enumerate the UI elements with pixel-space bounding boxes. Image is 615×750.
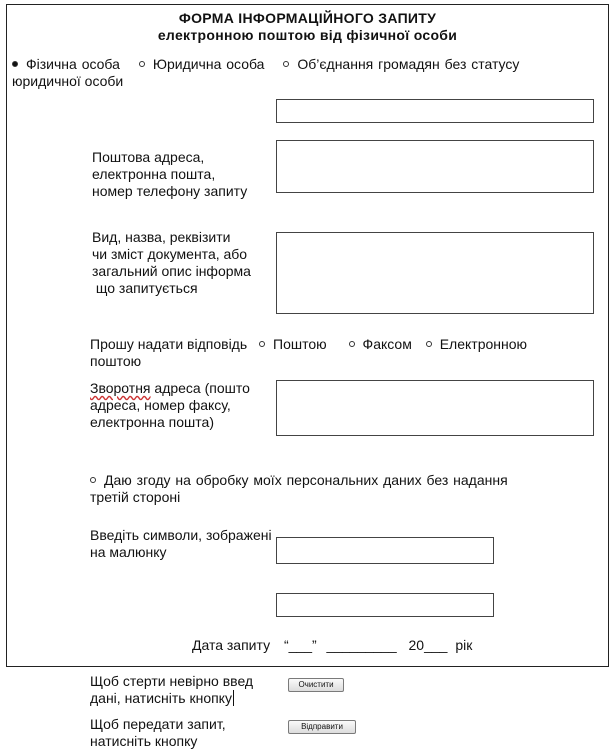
radio-individual[interactable]: Фізична особа	[12, 56, 120, 72]
requester-type-group	[12, 56, 604, 73]
radio-icon	[426, 341, 432, 347]
submit-instructions: Щоб передати запит, натисніть кнопку	[90, 716, 226, 749]
date-year[interactable]: 20___	[408, 637, 448, 653]
date-year-suffix: рік	[455, 637, 473, 653]
contact-label: Поштова адреса, електронна пошта, номер телефону запиту	[92, 149, 248, 199]
radio-icon	[349, 341, 355, 347]
radio-email[interactable]: Електронною	[426, 336, 527, 352]
clear-instructions: Щоб стерти невірно введ дані, натисніть кнопку	[90, 673, 254, 706]
captcha-image	[276, 537, 494, 564]
radio-icon	[139, 61, 145, 67]
return-address-textarea[interactable]	[276, 380, 594, 436]
return-address-label: Зворотня адреса (пошто адреса, номер факсу, електронна пошта)	[90, 380, 250, 430]
submit-button[interactable]: Відправити	[288, 720, 356, 734]
response-continuation: поштою	[90, 353, 142, 369]
radio-icon	[90, 477, 96, 483]
requester-type-continuation: юридичної особи	[12, 73, 124, 89]
form-title: ФОРМА ІНФОРМАЦІЙНОГО ЗАПИТУ	[178, 10, 437, 26]
form-subtitle: електронною поштою від фізичної особи	[157, 27, 458, 43]
document-textarea[interactable]	[276, 232, 594, 314]
response-method-group	[90, 336, 604, 353]
contact-textarea[interactable]	[276, 140, 594, 193]
clear-button[interactable]: Очистити	[288, 678, 344, 692]
radio-icon	[259, 341, 265, 347]
document-label: Вид, назва, реквізити чи зміст документа, або загальний опис інформа що запитується	[92, 229, 251, 296]
radio-fax[interactable]: Факсом	[349, 336, 412, 352]
date-row	[192, 637, 472, 654]
radio-icon	[283, 61, 289, 67]
radio-selected-icon	[12, 61, 18, 67]
response-label: Прошу надати відповідь	[90, 336, 248, 352]
date-day[interactable]: “___”	[283, 637, 317, 653]
consent-checkbox[interactable]: Даю згоду на обробку моїх персональних даних без надання	[90, 472, 604, 489]
radio-post[interactable]: Поштою	[259, 336, 327, 352]
name-input[interactable]	[276, 99, 594, 123]
radio-association[interactable]: Об’єднання громадян без статусу	[283, 56, 519, 72]
radio-legal-entity[interactable]: Юридична особа	[139, 56, 265, 72]
date-month[interactable]: _________	[326, 637, 397, 653]
captcha-input[interactable]	[276, 593, 494, 617]
captcha-label: Введіть символи, зображені на малюнку	[90, 527, 272, 560]
date-label: Дата запиту	[192, 637, 271, 653]
consent-continuation: третій стороні	[90, 489, 181, 505]
